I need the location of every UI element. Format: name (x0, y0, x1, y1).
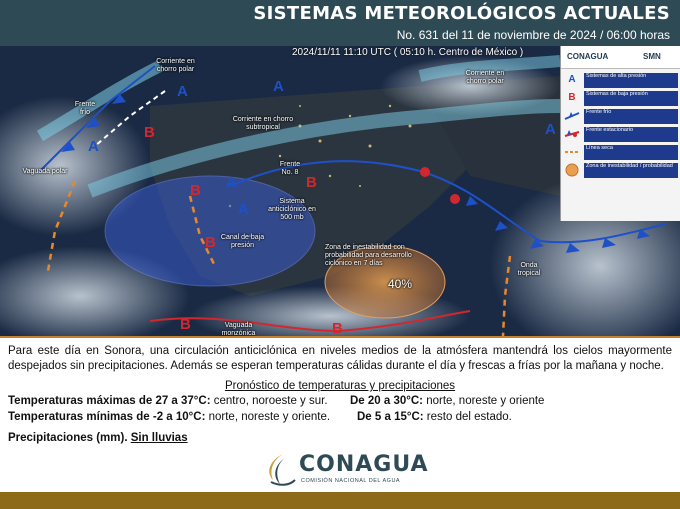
page-title: SISTEMAS METEOROLÓGICOS ACTUALES (253, 3, 670, 24)
min-temperature-label-2: De 5 a 15°C: (357, 411, 424, 423)
low-pressure-icon: B (568, 92, 576, 103)
smn-logo: SMN (643, 52, 661, 61)
label-instability-zone: Zona de inestabilidad con probabilidad para desarrollo ciclónico en 7 días (325, 244, 412, 267)
min-temperature-row (8, 411, 330, 423)
label-subtropical-jet: Corriente en chorro subtropical (232, 116, 294, 131)
footer-logo (263, 450, 429, 490)
max-temperature-label-2: De 20 a 30°C: (350, 395, 423, 407)
conagua-logo: CONAGUA (567, 52, 609, 61)
legend-item (564, 72, 680, 88)
label-anticyclone: Sistema anticiclónico en 500 mb (268, 198, 316, 221)
legend-item (564, 108, 680, 124)
high-pressure-marker: A (545, 121, 556, 138)
label-tropical-wave: Onda tropical (517, 262, 541, 277)
anticyclone-area (105, 176, 315, 286)
label-monsoon-trough: Vaguada monzónica (221, 322, 256, 336)
bulletin-number: No. 631 del 11 de noviembre de 2024 / 06:00 horas (396, 28, 670, 42)
forecast-heading: Pronóstico de temperaturas y precipitaciones (224, 380, 456, 392)
legend-label: Sistemas de alta presión (584, 73, 678, 88)
legend-label: Frente estacionario (584, 127, 678, 142)
satellite-map (0, 46, 680, 336)
min-temperature-regions-2: resto del estado. (423, 411, 512, 423)
high-pressure-marker: A (88, 138, 99, 155)
map-timestamp: 2024/11/11 11:10 UTC ( 05:10 h. Centro de México ) (292, 47, 524, 58)
footer-tagline: COMISIÓN NACIONAL DEL AGUA (301, 478, 401, 484)
precipitation-label: Precipitaciones (mm). (8, 432, 128, 444)
low-pressure-marker: B (205, 234, 216, 251)
label-polar-trough: Vaguada polar (22, 168, 68, 175)
map-legend (560, 46, 680, 221)
low-pressure-marker: B (332, 320, 343, 336)
max-temperature-label: Temperaturas máximas de 27 a 37°C: (8, 395, 211, 407)
footer-brand: CONAGUA (299, 452, 429, 477)
high-pressure-marker: A (226, 174, 237, 191)
low-pressure-marker: B (180, 316, 191, 333)
conagua-emblem-icon (263, 452, 297, 488)
footer-bar (0, 492, 680, 509)
precipitation-row (8, 432, 188, 444)
legend-item (564, 90, 680, 106)
header-bar (0, 0, 680, 46)
legend-label: Frente frío (584, 109, 678, 124)
min-temperature-regions: norte, noreste y oriente. (205, 411, 331, 423)
dry-line-icon (564, 144, 580, 160)
label-polar-jet-east: Corriente en chorro polar (465, 70, 505, 85)
high-pressure-icon: A (568, 74, 576, 85)
low-pressure-marker: B (144, 124, 155, 141)
high-pressure-marker: A (238, 201, 249, 218)
max-temperature-row (8, 395, 328, 407)
precipitation-value: Sin lluvias (130, 432, 188, 444)
legend-item (564, 162, 680, 178)
legend-label: Sistemas de baja presión (584, 91, 678, 106)
label-low-channel: Canal de baja presión (220, 234, 265, 249)
high-pressure-marker: A (177, 83, 188, 100)
probability-value: 40% (387, 277, 413, 291)
high-pressure-marker: A (273, 78, 284, 95)
legend-logos (561, 46, 680, 69)
low-pressure-marker: B (306, 174, 317, 191)
label-front-no8: Frente No. 8 (279, 161, 301, 176)
stationary-front-icon (564, 126, 580, 142)
instability-zone-icon (564, 162, 580, 178)
max-temperature-regions-2: norte, noreste y oriente (423, 395, 545, 407)
min-temperature-label: Temperaturas mínimas de -2 a 10°C: (8, 411, 206, 423)
legend-item (564, 126, 680, 142)
legend-label: Línea seca (584, 145, 678, 160)
label-polar-jet-west: Corriente en chorro polar (156, 58, 195, 73)
cold-front-icon (564, 108, 580, 124)
low-pressure-marker: B (190, 182, 201, 199)
label-cold-front: Frente frío (74, 101, 96, 116)
legend-label: Zona de inestabilidad / probabilidad (584, 163, 678, 178)
max-temperature-row-2 (350, 395, 544, 407)
legend-item (564, 144, 680, 160)
min-temperature-row-2 (357, 411, 512, 423)
forecast-paragraph: Para este día en Sonora, una circulación anticiclónica en niveles medios de la atmósfera mantendrá los cielos mayormente despejados sin precipitaciones. Además se esperan temperaturas cálidas durante el día y frescas a frías por la mañana y noche. (8, 345, 672, 372)
max-temperature-regions: centro, noroeste y sur. (210, 395, 328, 407)
forecast-text-box (0, 336, 680, 458)
